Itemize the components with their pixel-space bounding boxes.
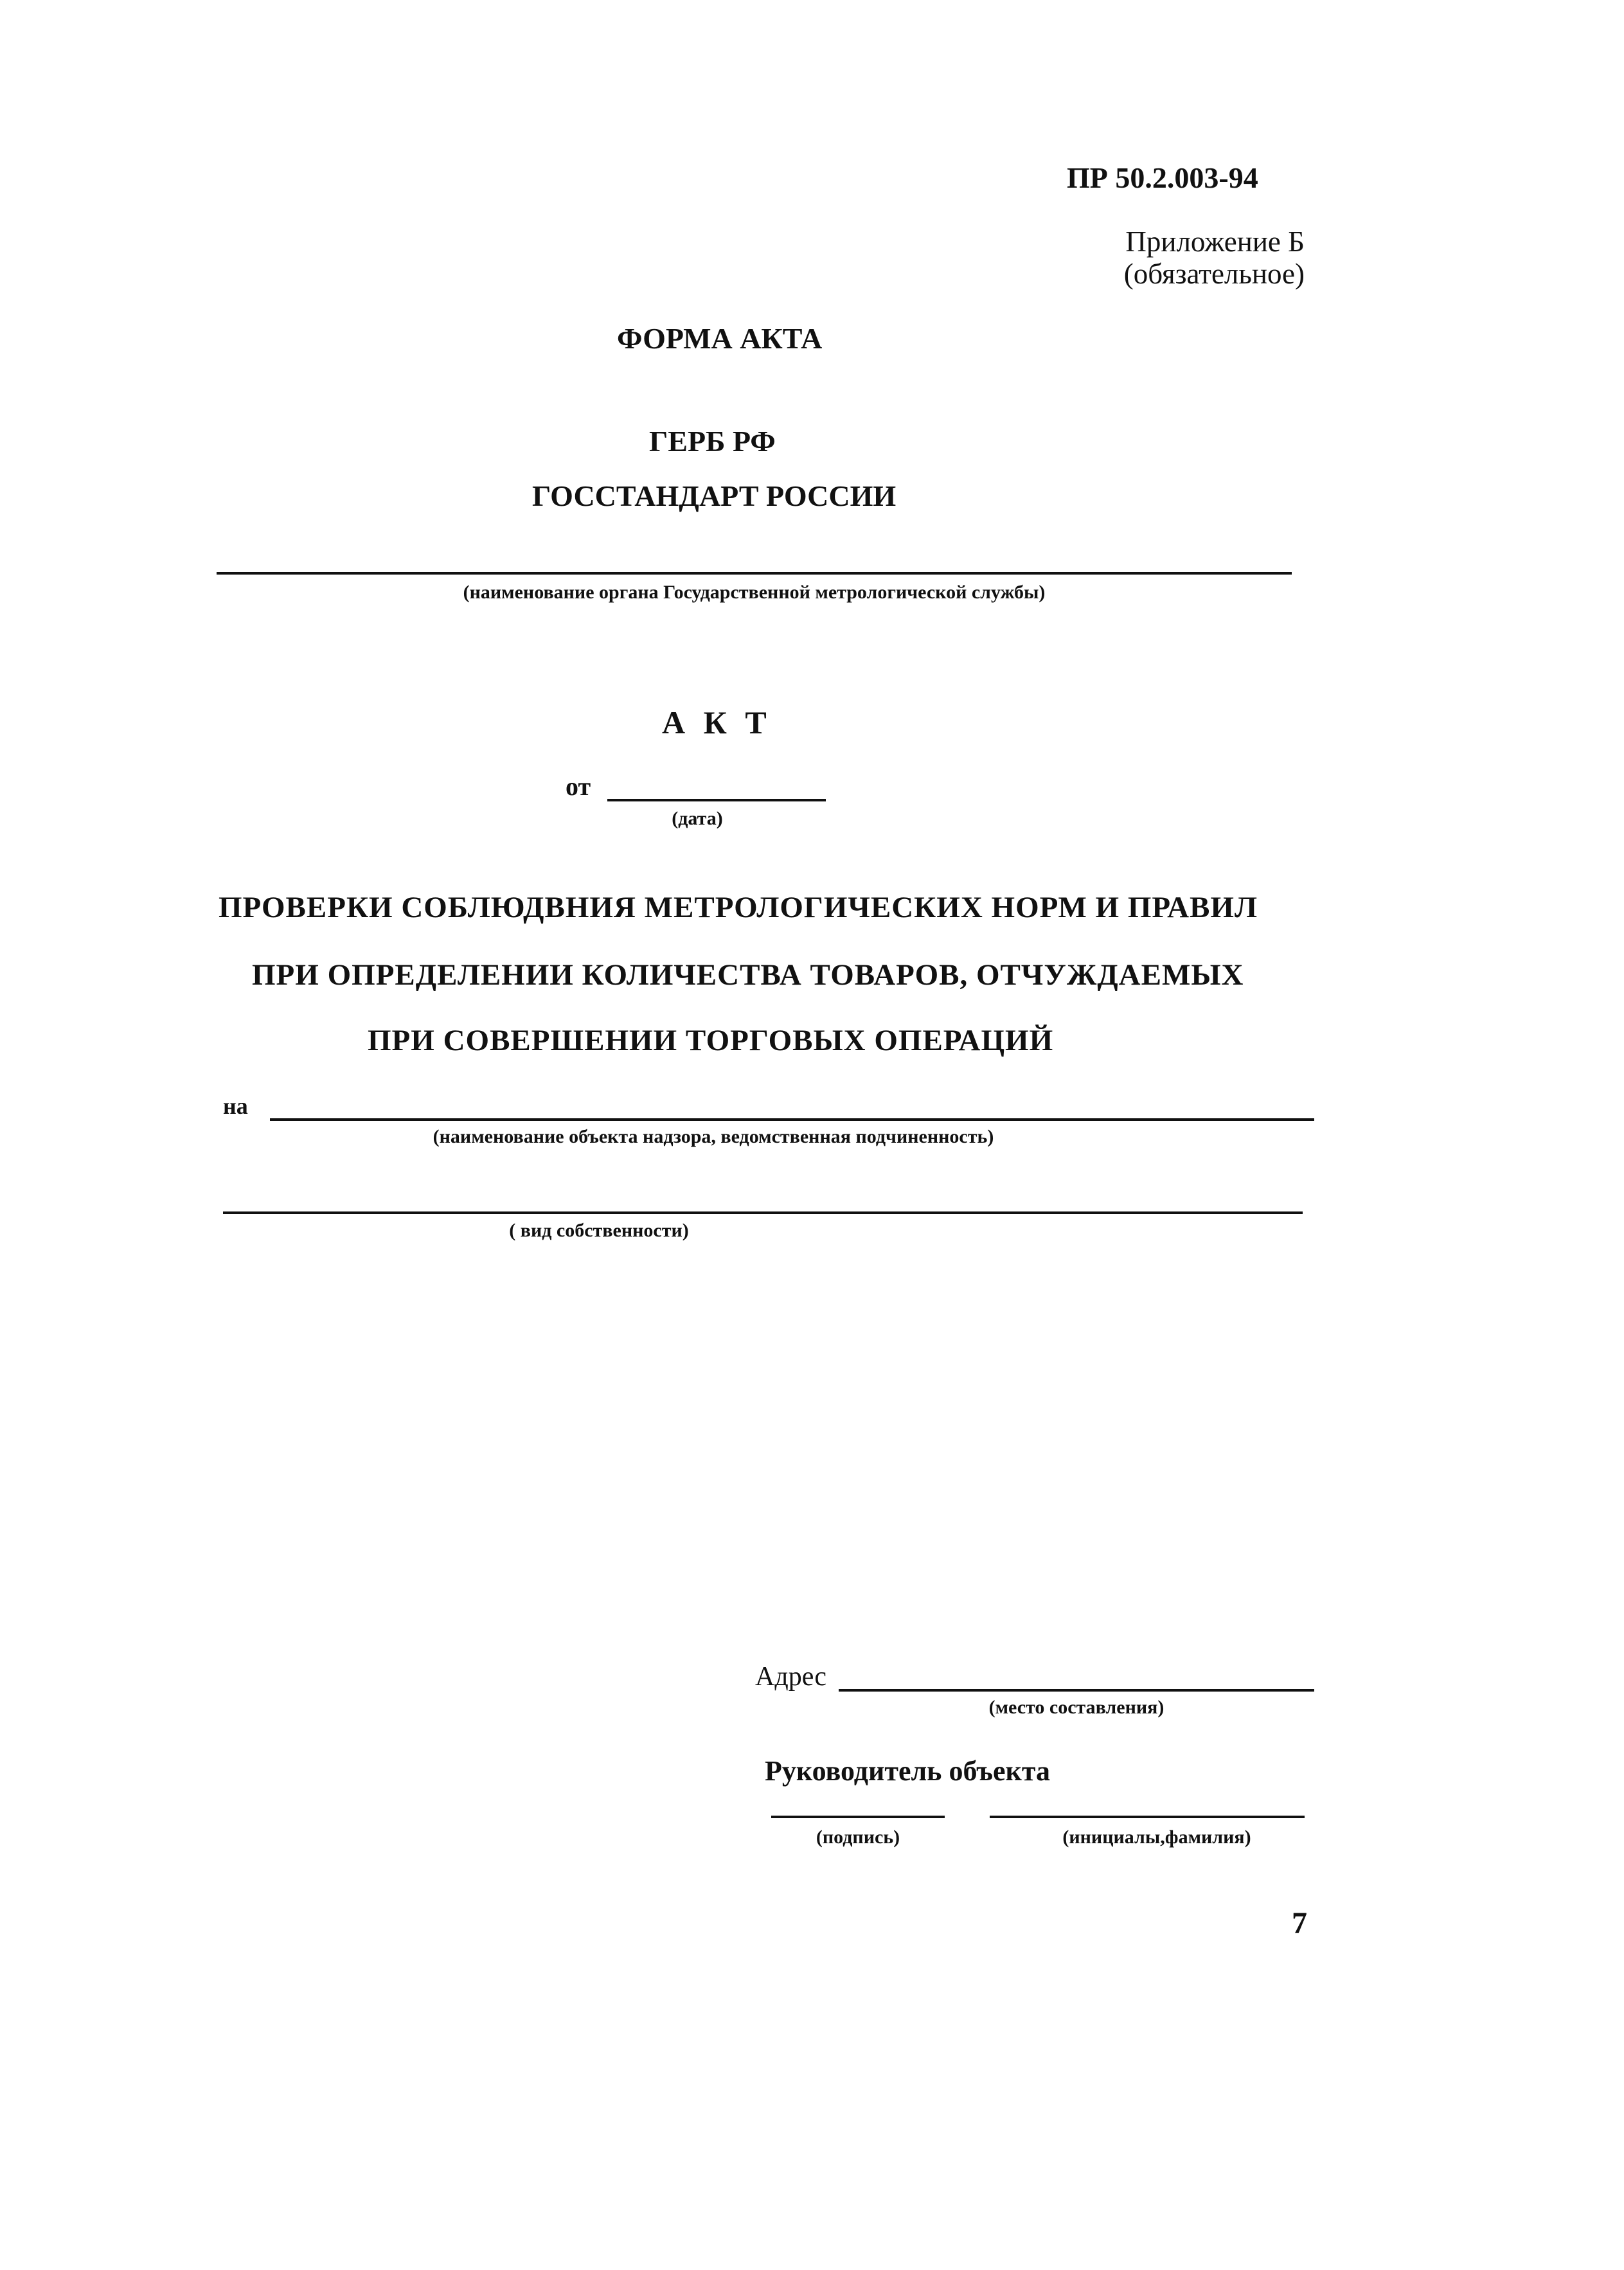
signature-line — [771, 1816, 945, 1818]
date-line — [607, 799, 826, 801]
on-label: на — [223, 1093, 248, 1119]
object-caption: (наименование объекта надзора, ведомственная подчиненность) — [433, 1126, 994, 1147]
from-label: от — [566, 772, 591, 801]
place-caption: (место составления) — [988, 1697, 1164, 1718]
emblem-label: ГЕРБ РФ — [649, 425, 776, 458]
appendix-label: Приложение Б — [1125, 226, 1305, 258]
subject-line-2: ПРИ ОПРЕДЕЛЕНИИ КОЛИЧЕСТВА ТОВАРОВ, ОТЧУЖДАЕМЫХ — [252, 958, 1244, 992]
ownership-caption: ( вид собственности) — [509, 1220, 689, 1241]
agency-line — [217, 572, 1292, 575]
subject-line-1: ПРОВЕРКИ СОБЛЮДВНИЯ МЕТРОЛОГИЧЕСКИХ НОРМ И ПРАВИЛ — [219, 891, 1258, 924]
date-caption: (дата) — [672, 808, 723, 829]
head-label: Руководитель объекта — [765, 1755, 1051, 1787]
agency-name: ГОССТАНДАРТ РОССИИ — [532, 479, 897, 512]
agency-caption: (наименование органа Государственной метрологической службы) — [463, 582, 1046, 603]
address-line — [839, 1689, 1314, 1692]
name-caption: (инициалы,фамилия) — [1062, 1827, 1251, 1848]
name-line — [990, 1816, 1305, 1818]
address-label: Адрес — [755, 1662, 827, 1692]
ownership-line — [223, 1211, 1303, 1214]
act-title: А К Т — [662, 704, 772, 740]
form-title: ФОРМА АКТА — [617, 322, 823, 355]
subject-line-3: ПРИ СОВЕРШЕНИИ ТОРГОВЫХ ОПЕРАЦИЙ — [368, 1024, 1054, 1057]
appendix-type: (обязательное) — [1123, 258, 1305, 290]
signature-caption: (подпись) — [816, 1827, 900, 1848]
page-number: 7 — [1292, 1906, 1307, 1940]
object-line — [270, 1118, 1314, 1121]
document-code: ПР 50.2.003-94 — [1067, 161, 1258, 194]
